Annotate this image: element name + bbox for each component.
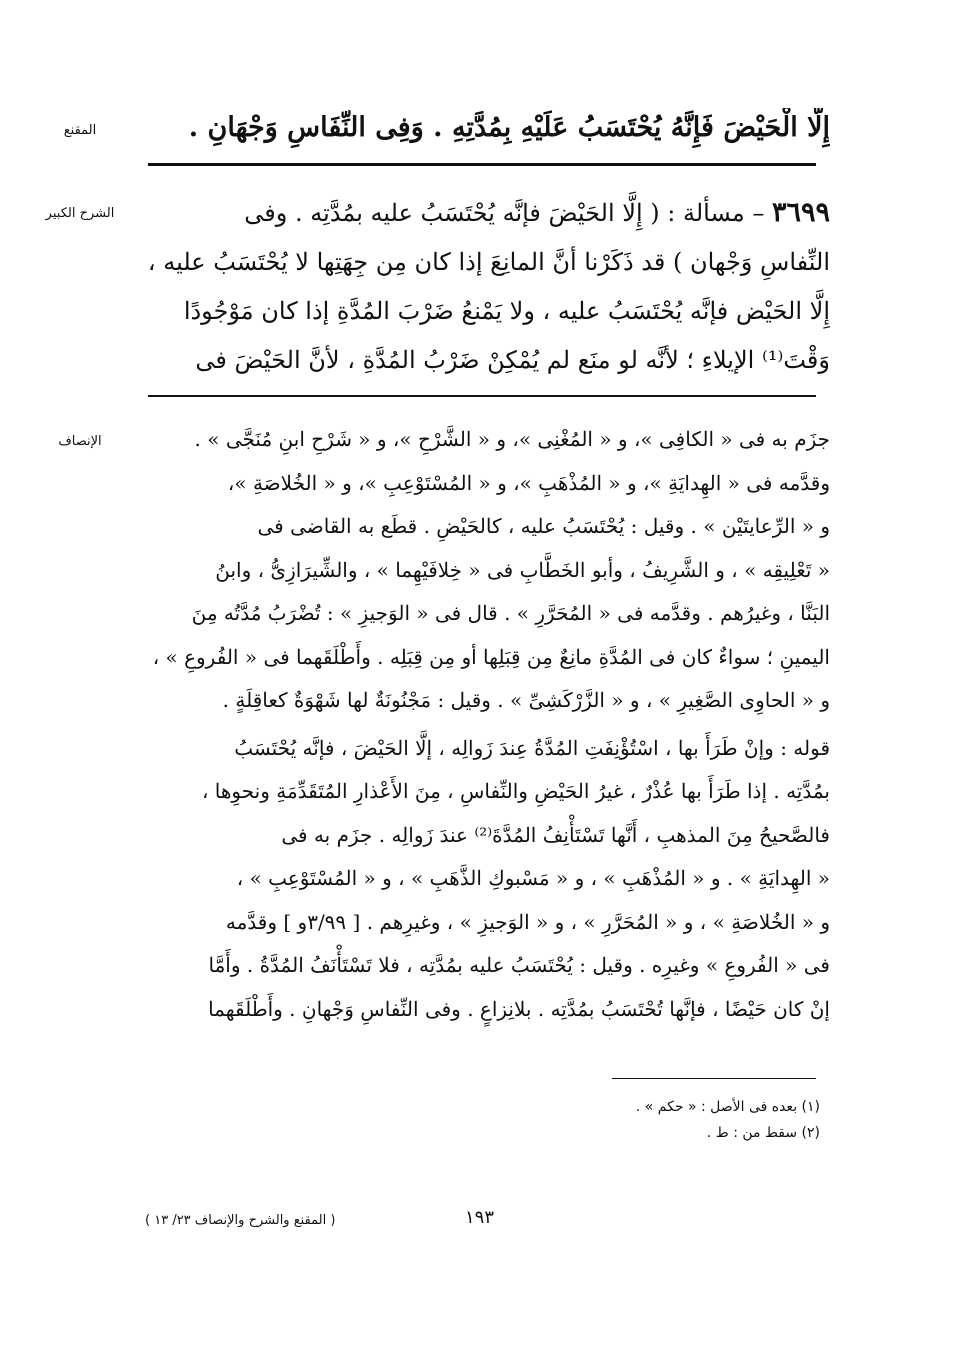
muqni-label: المقنع bbox=[63, 123, 97, 138]
footer-reference: ( المقنع والشرح والإنصاف ٢٣/ ١٣ ) bbox=[145, 1213, 336, 1228]
footnote-1: (١) بعده فى الأصل : « حكم » . bbox=[635, 1099, 820, 1115]
insaf-line: جزَم به فى « الكافِى »، و « المُغْنِى »، و « الشَّرْحِ »، و « شَرْحِ ابنِ مُنَجَّى » . bbox=[194, 427, 830, 451]
insaf-line: وقدَّمه فى « الهِدايَةِ »، و « المُذْهَبِ »، و « المُسْتَوْعِبِ »، و « الخُلاصَةِ »، bbox=[227, 470, 830, 495]
issue-number: ٣٦٩٩ bbox=[771, 197, 830, 228]
insaf-line: « الهِدايَةِ » . و « المُذْهَبِ » ، و « مَسْبوكِ الذَّهَبِ » ، و « المُسْتَوْعِبِ » ، bbox=[236, 866, 830, 890]
insaf-line: فالصَّحيحُ مِنَ المذهبِ ، أَنَّها تَسْتَأْنِفُ المُدَّةَ⁽²⁾ عندَ زَوالِه . جزَم به فى bbox=[281, 822, 830, 847]
sharh-text bbox=[140, 188, 830, 385]
footnotes bbox=[636, 1094, 820, 1146]
sharh-divider bbox=[148, 395, 816, 397]
insaf-line: بمُدَّتِه . إذا طَرَأَ بها عُذْرٌ ، غيرُ الحَيْضِ والنِّفاسِ ، مِنَ الأَعْذارِ المُتَقَدِّمَةِ ونحوِها ، bbox=[201, 779, 830, 803]
insaf-line: قوله : وإنْ طَرَأَ بها ، اسْتُؤْنِفَتِ المُدَّةُ عِندَ زَوالِه ، إلَّا الحَيْضَ ، فإنَّه يُحْتَسَبُ bbox=[234, 735, 830, 760]
sharh-line: وَقْتَ⁽¹⁾ الإيلاءِ ؛ لأنَّه لو منَع لم يُمْكِنْ ضَرْبُ المُدَّةِ ، لأنَّ الحَيْضَ فى bbox=[195, 346, 830, 374]
insaf-line: فى « الفُروعِ » وغيرِه . وقيل : يُحْتَسَبُ عليه بمُدَّتِه ، فلا تَسْتَأْنَفُ المُدَّةُ . وأَمَّا bbox=[208, 953, 830, 977]
insaf-line: و « الرِّعايتَيْن » . وقيل : يُحْتَسَبُ عليه ، كالحَيْضِ . قطَع به القاضى فى bbox=[257, 514, 830, 538]
sharh-line: إِلَّا الحَيْض فإنَّه يُحْتَسَبُ عليه ، ولا يَمْنعُ ضَرْبَ المُدَّةِ إذا كان مَوْجُودًا bbox=[183, 297, 830, 325]
insaf-line: « تَعْلِيقِه » ، و الشَّرِيفُ ، وأبو الخَطَّابِ فى « خِلافَيْهِما » ، والشِّيرَازِىُّ ، وابنُ bbox=[215, 557, 830, 582]
muqni-line: إِلَّا الْحَيْضَ فَإِنَّهُ يُحْتَسَبُ عَلَيْهِ بِمُدَّتِهِ . وَفِى النِّفَاسِ وَجْهَانِ . bbox=[188, 112, 830, 143]
muqni-divider bbox=[148, 163, 816, 166]
insaf-text bbox=[140, 418, 830, 1031]
muqni-text bbox=[140, 108, 830, 148]
insaf-line: إنْ كان حَيْضًا ، فإنَّها تُحْتَسَبُ بمُدَّتِه . بلانِزاعٍ . وفى النِّفاسِ وَجْهانِ . وأَطْلَقَهما bbox=[208, 996, 830, 1021]
page-number: ١٩٣ bbox=[465, 1207, 495, 1228]
insaf-label: الإنصاف bbox=[58, 434, 102, 449]
insaf-line: البَنَّا ، وغيرُهم . وقدَّمه فى « المُحَرَّرِ » . قال فى « الوَجيزِ » : تُضْرَبُ مُدَّتُه مِنَ bbox=[191, 601, 830, 625]
footnote-2: (٢) سقط من : ط . bbox=[706, 1125, 820, 1141]
sharh-line bbox=[140, 188, 830, 238]
sharh-label: الشرح الكبير bbox=[45, 206, 115, 221]
insaf-line: و « الحاوِى الصَّغِيرِ » ، و « الزَّرْكَشِىِّ » . وقيل : مَجْنُونَةٌ لها شَهْوَةٌ كعاقِلَةٍ . bbox=[222, 688, 830, 712]
sharh-line: النِّفاسِ وَجْهان ) قد ذَكَرْنا أنَّ المانِعَ إذا كان مِن جِهَتِها لا يُحْتَسَبُ عليه ، bbox=[147, 248, 830, 276]
insaf-line: و « الخُلاصَةِ » ، و « المُحَرَّرِ » ، و « الوَجيزِ » ، وغيرِهم . [ ٣/٩٩و ] وقدَّمه bbox=[225, 909, 830, 934]
insaf-line: اليمينِ ؛ سواءٌ كان فى المُدَّةِ مانِعٌ مِن قِبَلِها أو مِن قِبَلِه . وأَطْلَقَهما فى « الفُروعِ » ، bbox=[152, 644, 830, 669]
sharh-first-line: – مسألة : ( إِلَّا الحَيْضَ فإنَّه يُحْتَسَبُ عليه بمُدَّتِه . وفى bbox=[244, 199, 772, 227]
footnote-divider bbox=[612, 1078, 816, 1079]
